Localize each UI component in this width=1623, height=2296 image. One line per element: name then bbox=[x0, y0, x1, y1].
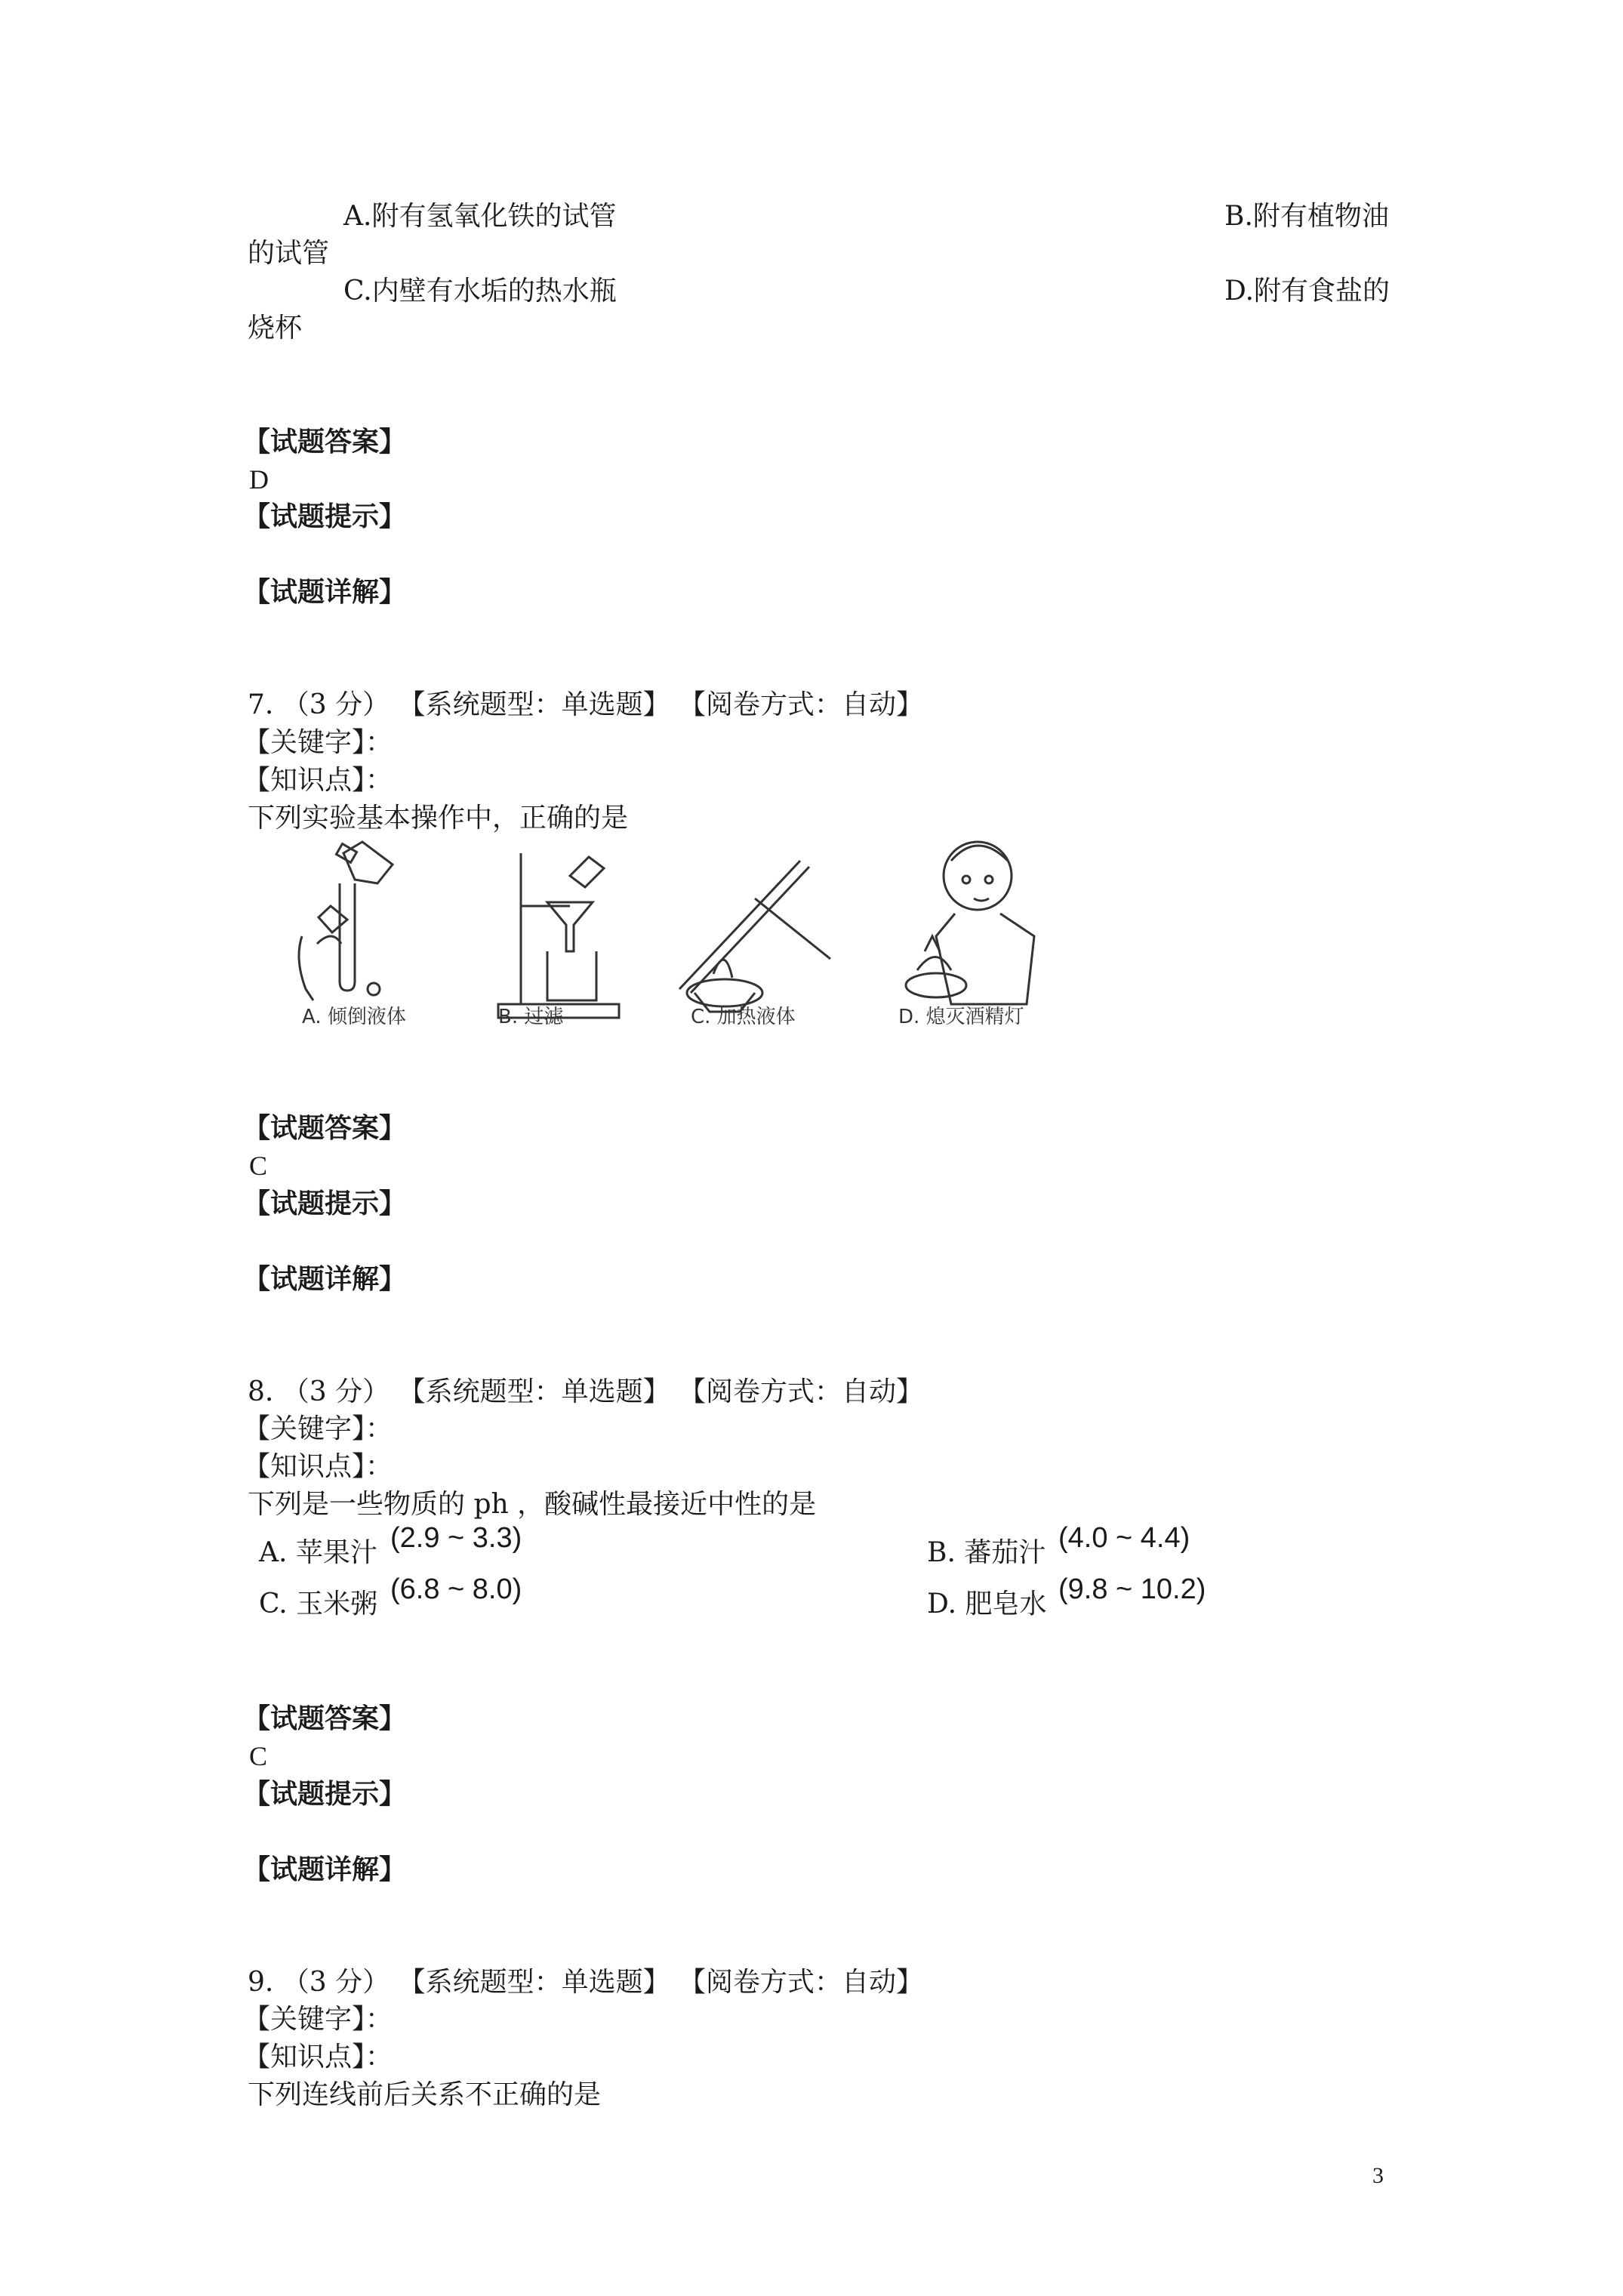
q6-option-c: C.内壁有水垢的热水瓶 bbox=[343, 276, 617, 307]
q6-answer: D bbox=[249, 464, 269, 495]
q7-knowledge-label: 【知识点】： bbox=[243, 765, 393, 796]
q8-answer-label: 【试题答案】 bbox=[243, 1703, 407, 1734]
q8-option-d: D. 肥皂水 bbox=[927, 1589, 1047, 1620]
filtration-illustration bbox=[498, 853, 619, 1018]
q8-keyword-label: 【关键字】： bbox=[243, 1413, 393, 1444]
q8-hint-label: 【试题提示】 bbox=[243, 1778, 407, 1810]
q6-option-a: A.附有氢氧化铁的试管 bbox=[343, 201, 617, 232]
q6-option-b: B.附有植物油 bbox=[1224, 201, 1389, 232]
q7-detail-label: 【试题详解】 bbox=[243, 1263, 407, 1295]
q6-hint-label: 【试题提示】 bbox=[243, 501, 407, 532]
q7-header: 7. （3 分） 【系统题型：单选题】 【阅卷方式：自动】 bbox=[248, 689, 924, 720]
extinguish-lamp-illustration bbox=[906, 842, 1034, 1004]
page-number: 3 bbox=[1372, 2163, 1384, 2188]
q6-detail-label: 【试题详解】 bbox=[243, 576, 407, 608]
q6-option-b-wrap: 的试管 bbox=[248, 238, 330, 269]
q9-knowledge-label: 【知识点】： bbox=[243, 2042, 393, 2073]
q7-answer: C bbox=[249, 1151, 268, 1181]
heating-liquid-illustration bbox=[679, 861, 830, 1012]
q7-hint-label: 【试题提示】 bbox=[243, 1188, 407, 1219]
q8-detail-label: 【试题详解】 bbox=[243, 1854, 407, 1885]
q8-option-d-value: (9.8 ~ 10.2) bbox=[1058, 1573, 1206, 1605]
q8-option-c: C. 玉米粥 bbox=[259, 1589, 378, 1620]
q7-caption-d: D. 熄灭酒精灯 bbox=[898, 1006, 1024, 1027]
q7-caption-c: C. 加热液体 bbox=[691, 1006, 796, 1027]
q7-stem: 下列实验基本操作中，正确的是 bbox=[248, 803, 629, 834]
q6-answer-label: 【试题答案】 bbox=[243, 426, 407, 458]
q8-option-a: A. 苹果汁 bbox=[259, 1537, 377, 1568]
q6-option-d: D.附有食盐的 bbox=[1224, 276, 1390, 307]
q8-option-b-value: (4.0 ~ 4.4) bbox=[1058, 1522, 1190, 1554]
q8-option-a-value: (2.9 ~ 3.3) bbox=[390, 1522, 522, 1554]
q7-lab-operations-figure bbox=[272, 831, 1072, 1027]
q8-knowledge-label: 【知识点】： bbox=[243, 1451, 393, 1482]
q9-header: 9. （3 分） 【系统题型：单选题】 【阅卷方式：自动】 bbox=[248, 1967, 924, 1998]
q7-caption-b: B. 过滤 bbox=[498, 1006, 564, 1027]
q7-answer-label: 【试题答案】 bbox=[243, 1112, 407, 1144]
q8-option-c-value: (6.8 ~ 8.0) bbox=[390, 1573, 522, 1605]
q8-option-b: B. 蕃茄汁 bbox=[927, 1537, 1046, 1568]
q7-keyword-label: 【关键字】： bbox=[243, 727, 393, 758]
q7-caption-a: A. 倾倒液体 bbox=[302, 1006, 406, 1027]
q8-answer: C bbox=[249, 1741, 268, 1771]
pour-liquid-illustration bbox=[299, 842, 393, 1000]
q8-header: 8. （3 分） 【系统题型：单选题】 【阅卷方式：自动】 bbox=[248, 1376, 924, 1407]
q8-stem: 下列是一些物质的 ph ，酸碱性最接近中性的是 bbox=[248, 1489, 817, 1520]
q9-keyword-label: 【关键字】： bbox=[243, 2004, 393, 2035]
q9-stem: 下列连线前后关系不正确的是 bbox=[248, 2079, 602, 2110]
q6-option-d-wrap: 烧杯 bbox=[248, 313, 303, 344]
